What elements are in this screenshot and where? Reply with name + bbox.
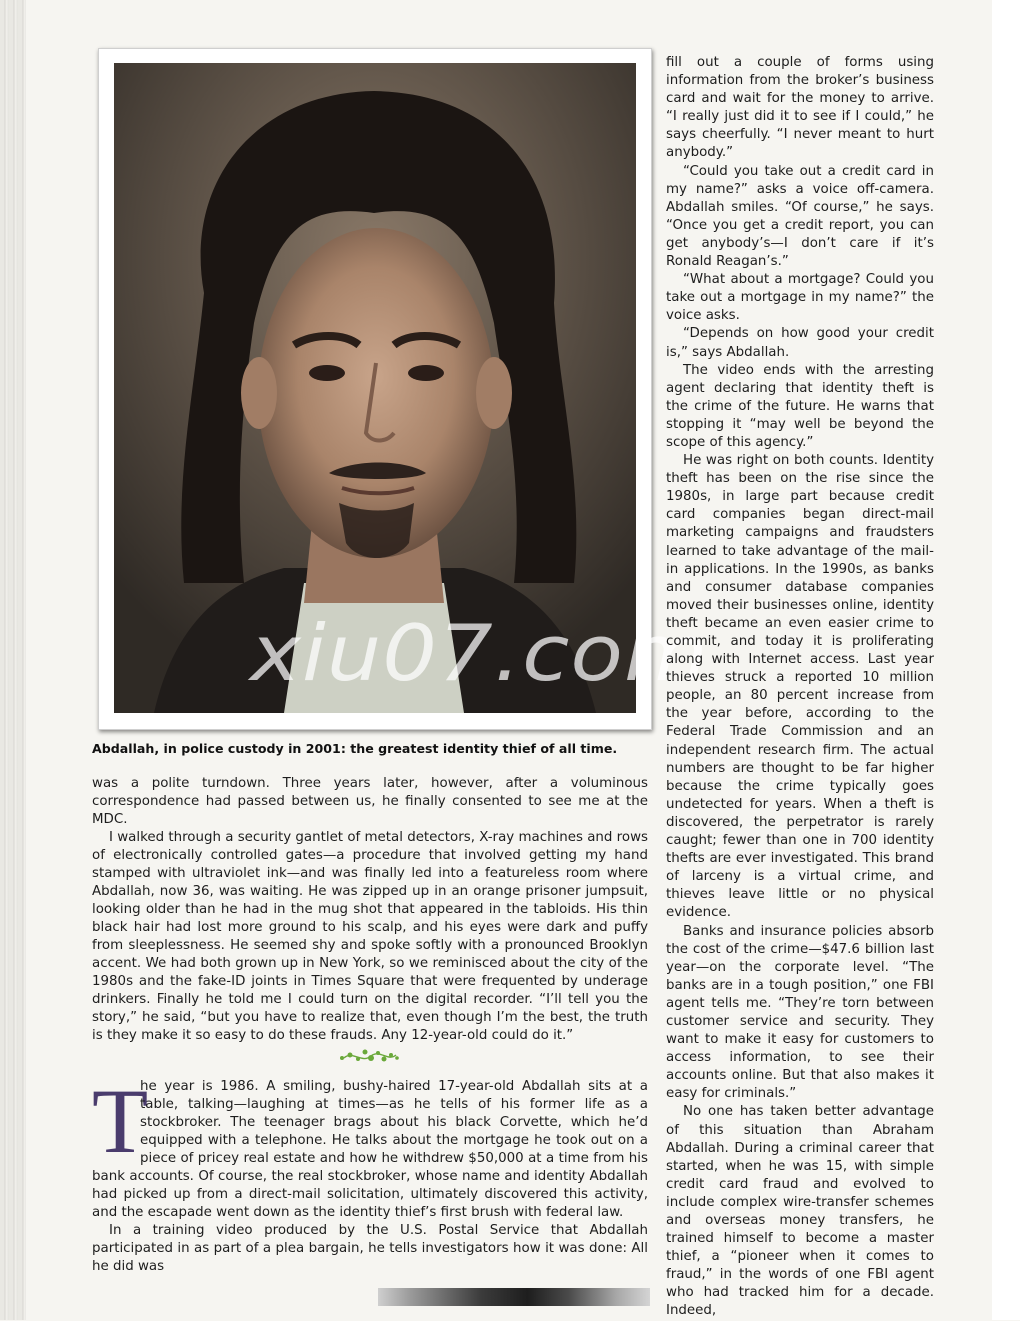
page-edge-right: [992, 0, 1020, 1320]
paragraph: In a training video produced by the U.S. Postal Service that Abdallah participated in as part of a plea bargain, he tells investigators how it was done: All he did was: [92, 1223, 648, 1274]
drop-cap: T: [92, 1070, 149, 1172]
paragraph: was a polite turndown. Three years later, however, after a voluminous correspondence had passed between us, he finally consented to see me at the MDC.: [92, 776, 648, 827]
paragraph: No one has taken better advantage of this situation than Abraham Abdallah. During a criminal career that started, when he was 15, with simple credit card fraud and evolved to include complex wire-transfer schemes and overseas money transfers, he trained himself to become a master thief, a “pioneer when it comes to fraud,” in the words of one FBI agent who had tracked him for a decade. Indeed,: [666, 1104, 934, 1319]
paragraph: “Depends on how good your credit is,” says Abdallah.: [666, 326, 934, 360]
page-edge-left: [0, 0, 26, 1320]
section-break-ornament: [338, 1046, 400, 1066]
left-column: [92, 775, 648, 1045]
paragraph: Banks and insurance policies absorb the cost of the crime—$47.6 billion last year—on the corporate level. “The banks are in a tough position,” one FBI agent tells me. “They’re torn between customer service and security. They want to make it easy for customers to access information, to see their accounts online. But that also makes it easy for criminals.”: [666, 923, 934, 1102]
paragraph: fill out a couple of forms using information from the broker’s business card and wait for the money to arrive. “I really just did it to see if I could,” he says cheerfully. “I never meant to hurt anybody.”: [666, 55, 934, 161]
right-column: [666, 54, 934, 1321]
paragraph: “What about a mortgage? Could you take out a mortgage in my name?” the voice asks.: [666, 272, 934, 324]
paragraph: He was right on both counts. Identity theft has been on the rise since the 1980s, in large part because credit card companies began direct-mail marketing campaigns and fraudsters learned to take advantage of the mail-in applications. In the 1990s, as banks and consumer database companies moved their businesses online, identity theft became an even easier crime to commit, and today it is proliferating along with Internet access. Last year thieves struck a reported 10 million people, an 80 percent increase from the year before, according to the Federal Trade Commission and an independent research firm. The actual numbers are thought to be far higher because the crime typically goes undetected for years. When a theft is discovered, the perpetrator is rarely caught; fewer than one in 700 identity thefts are ever investigated. This brand of larceny is a virtual crime, and thieves leave little or no physical evidence.: [666, 453, 934, 921]
paragraph: I walked through a security gantlet of metal detectors, X-ray machines and rows of electronically controlled gates—a procedure that involved getting my hand stamped with ultraviolet ink—and was finally led into a featureless room where Abdallah, now 36, was waiting. He was zipped up in an orange prisoner jumpsuit, looking older than he had in the mug shot that appeared in the tabloids. His thin black hair had lost more ground to his scalp, and his eyes were dark and puffy from sleeplessness. He seemed shy and spoke softly with a pronounced Brooklyn accent. We had both grown up in New York, so we reminisced about the city of the 1980s and the fake-ID joints in Times Square that were frequented by underage drinkers. Finally he told me I could turn on the digital recorder. “I’ll tell you the story,” he said, “but you have to realize that, even though I’m the best, the truth is they make it so easy to do these frauds. Any 12-year-old could do it.”: [92, 830, 649, 1043]
watermark: xiu07.com: [250, 609, 709, 699]
photo-caption: Abdallah, in police custody in 2001: the greatest identity thief of all time.: [92, 741, 618, 756]
section-opening: [92, 1070, 648, 1276]
footer-scan-bar: [378, 1288, 650, 1306]
paragraph: “Could you take out a credit card in my name?” asks a voice off-camera. Abdallah smiles. “Of course,” he says. “Once you get a credit report, you can get anybody’s—I don’t care if it’s Ronald Reagan’s.”: [666, 163, 934, 270]
paragraph: he year is 1986. A smiling, bushy-haired 17-year-old Abdallah sits at a table, talking—laughing at times—as he tells of his former life as a stockbroker. The teenager brags about his black Corvette, which he’d equipped with a telephone. He talks about the mortgage he took out on a piece of pricey real estate and how he withdrew $50,000 at a time from his bank accounts. Of course, the real stockbroker, whose name and identity Abdallah had picked up from a direct-mail solicitation, ultimately discovered this activity, and the escapade went down as the identity thief’s first brush with federal law.: [92, 1079, 648, 1220]
paragraph: The video ends with the arresting agent declaring that identity theft is the crime of the future. He warns that stopping it “may well be beyond the scope of this agency.”: [666, 362, 934, 450]
